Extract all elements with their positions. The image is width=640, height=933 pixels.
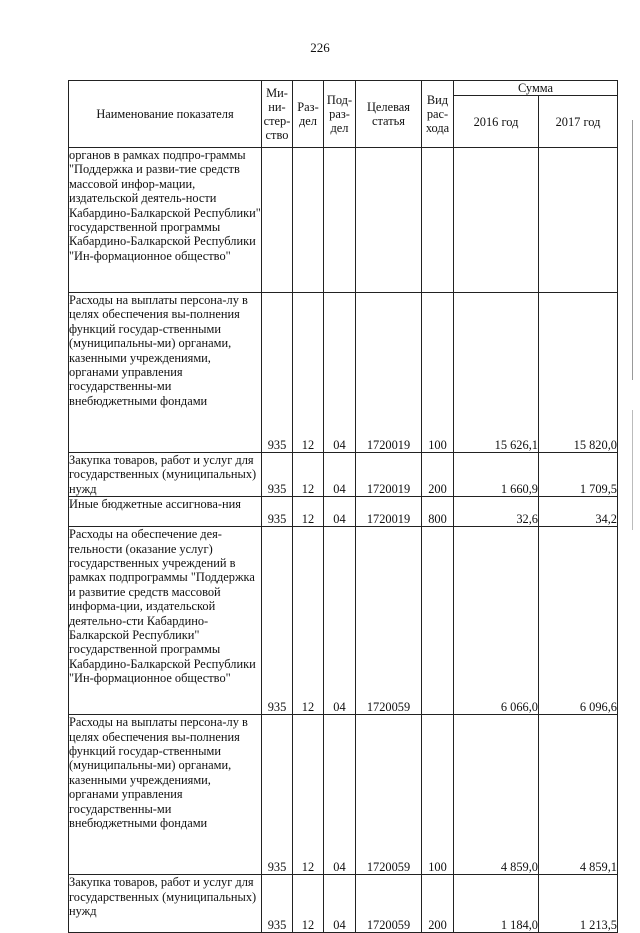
row-section: 12 (293, 875, 324, 933)
header-ministry: Ми- ни- стер- ство (262, 81, 293, 148)
row-amount-2016: 6 066,0 (454, 527, 539, 715)
row-name: Расходы на выплаты персона-лу в целях обеспечения вы-полнения функций государ-ственными (муниципальны-ми) органами, казенными учреждениями, органами управления государственны-ми внебюджетными фондами (69, 715, 262, 875)
row-ministry: 935 (262, 293, 293, 453)
row-ministry (262, 148, 293, 293)
row-subsection (324, 148, 356, 293)
row-expense-type: 100 (422, 715, 454, 875)
header-expense-type: Вид рас- хода (422, 81, 454, 148)
table-row (69, 453, 618, 497)
table-row (69, 293, 618, 453)
header-subsection: Под- раз- дел (324, 81, 356, 148)
row-ministry: 935 (262, 715, 293, 875)
table-row (69, 715, 618, 875)
row-amount-2016: 1 184,0 (454, 875, 539, 933)
row-target: 1720019 (356, 293, 422, 453)
row-amount-2017: 15 820,0 (539, 293, 618, 453)
table-row (69, 497, 618, 527)
row-name: органов в рамках подпро-граммы "Поддержка и разви-тие средств массовой инфор-мации, издательской деятель-ности Кабардино-Балкарской Республики" государственной программы Кабардино-Балкарской Республики "Ин-формационное общество" (69, 148, 262, 293)
scan-edge-mark (632, 120, 633, 380)
row-amount-2016: 32,6 (454, 497, 539, 527)
scan-edge-mark (632, 410, 633, 530)
row-name: Расходы на обеспечение дея-тельности (оказание услуг) государственных учреждений в рамках подпрограммы "Поддержка и развитие средств массовой информа-ции, издательской деятельно-сти Кабардино-Балкарской Республики" государственной программы Кабардино-Балкарской Республики "Ин-формационное общество" (69, 527, 262, 715)
row-expense-type: 200 (422, 875, 454, 933)
row-target: 1720019 (356, 497, 422, 527)
row-target (356, 148, 422, 293)
row-section: 12 (293, 293, 324, 453)
header-2016: 2016 год (454, 96, 539, 148)
row-ministry: 935 (262, 875, 293, 933)
budget-table (68, 80, 618, 933)
row-subsection: 04 (324, 715, 356, 875)
row-expense-type: 100 (422, 293, 454, 453)
row-expense-type: 800 (422, 497, 454, 527)
row-section: 12 (293, 715, 324, 875)
row-ministry: 935 (262, 527, 293, 715)
header-2017: 2017 год (539, 96, 618, 148)
row-section: 12 (293, 527, 324, 715)
row-section: 12 (293, 497, 324, 527)
header-section: Раз- дел (293, 81, 324, 148)
row-amount-2017 (539, 148, 618, 293)
row-expense-type (422, 148, 454, 293)
table-row (69, 148, 618, 293)
header-sum: Сумма (454, 81, 618, 96)
row-amount-2016: 1 660,9 (454, 453, 539, 497)
header-target: Целевая статья (356, 81, 422, 148)
row-target: 1720059 (356, 527, 422, 715)
row-target: 1720059 (356, 715, 422, 875)
row-amount-2017: 4 859,1 (539, 715, 618, 875)
table-row (69, 527, 618, 715)
row-subsection: 04 (324, 453, 356, 497)
row-name: Расходы на выплаты персона-лу в целях обеспечения вы-полнения функций государ-ственными (муниципальны-ми) органами, казенными учреждениями, органами управления государственны-ми внебюджетными фондами (69, 293, 262, 453)
row-section: 12 (293, 453, 324, 497)
row-amount-2017: 1 213,5 (539, 875, 618, 933)
page-number: 226 (310, 40, 330, 55)
row-amount-2017: 6 096,6 (539, 527, 618, 715)
row-name: Закупка товаров, работ и услуг для государственных (муниципальных) нужд (69, 453, 262, 497)
row-subsection: 04 (324, 875, 356, 933)
row-subsection: 04 (324, 527, 356, 715)
row-amount-2016 (454, 148, 539, 293)
row-expense-type (422, 527, 454, 715)
row-target: 1720019 (356, 453, 422, 497)
row-name: Иные бюджетные ассигнова-ния (69, 497, 262, 527)
row-expense-type: 200 (422, 453, 454, 497)
row-amount-2017: 34,2 (539, 497, 618, 527)
row-section (293, 148, 324, 293)
row-subsection: 04 (324, 293, 356, 453)
row-amount-2016: 4 859,0 (454, 715, 539, 875)
row-amount-2017: 1 709,5 (539, 453, 618, 497)
header-name: Наименование показателя (69, 81, 262, 148)
row-amount-2016: 15 626,1 (454, 293, 539, 453)
row-target: 1720059 (356, 875, 422, 933)
row-ministry: 935 (262, 453, 293, 497)
row-ministry: 935 (262, 497, 293, 527)
table-row (69, 875, 618, 933)
row-name: Закупка товаров, работ и услуг для государственных (муниципальных) нужд (69, 875, 262, 933)
row-subsection: 04 (324, 497, 356, 527)
